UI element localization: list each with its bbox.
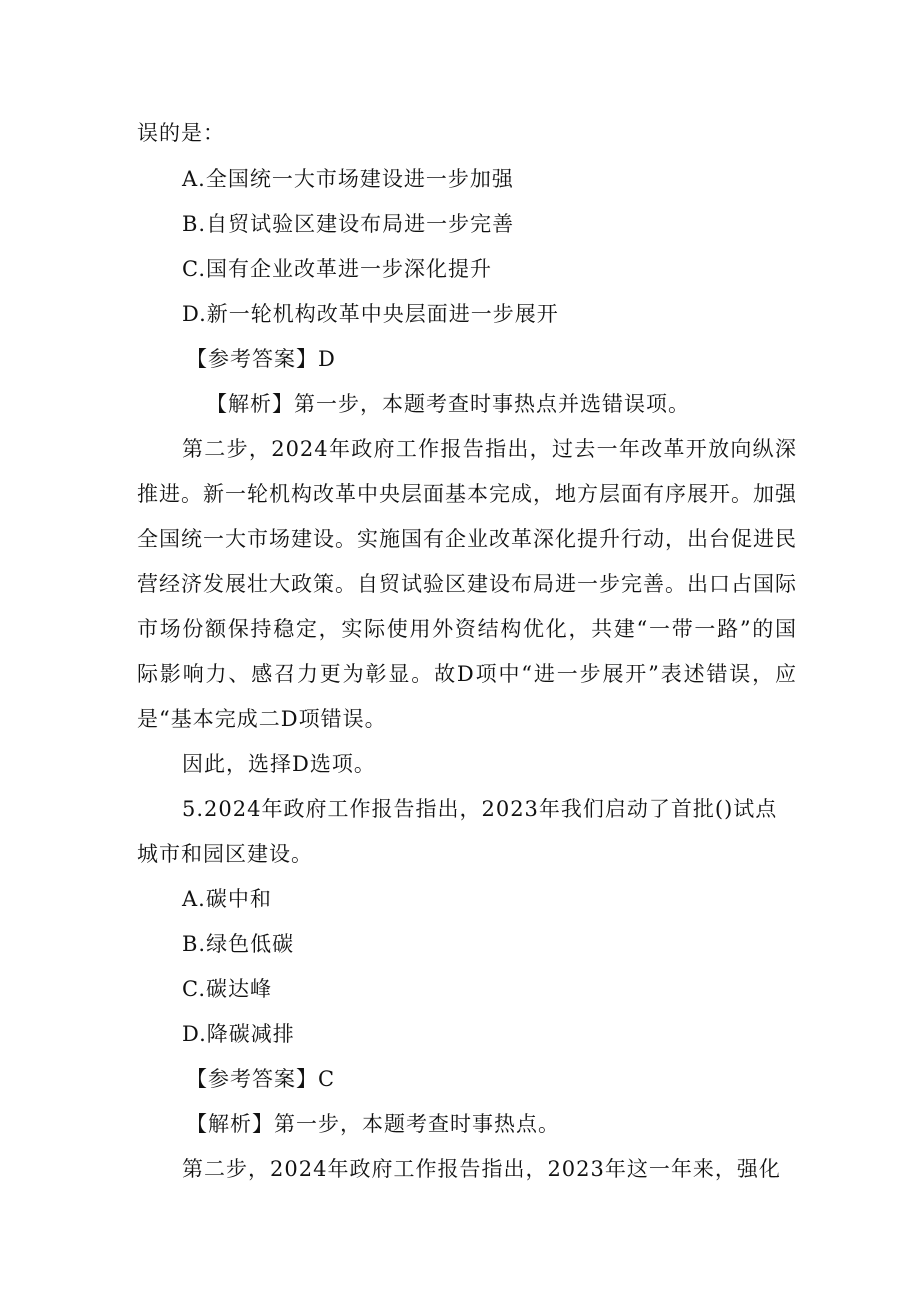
- q5-analysis-step2: 第二步，2024年政府工作报告指出，2023年这一年来，强化: [182, 1157, 781, 1181]
- q4-option-c: C.国有企业改革进一步深化提升: [182, 257, 492, 281]
- q4-option-a: A.全国统一大市场建设进一步加强: [182, 167, 514, 191]
- q5-option-c: C.碳达峰: [182, 977, 272, 1001]
- q4-answer: 【参考答案】D: [186, 347, 336, 371]
- q5-stem-line1: 5.2024年政府工作报告指出，2023年我们启动了首批()试点: [182, 797, 778, 821]
- q5-option-d: D.降碳减排: [182, 1022, 295, 1046]
- q5-option-a: A.碳中和: [182, 887, 272, 911]
- q5-option-b: B.绿色低碳: [182, 932, 295, 956]
- q4-option-d: D.新一轮机构改革中央层面进一步展开: [182, 302, 559, 326]
- q4-conclusion: 因此，选择D选项。: [182, 752, 376, 776]
- q5-answer: 【参考答案】C: [186, 1067, 336, 1091]
- q5-analysis-step1: 【解析】第一步，本题考查时事热点。: [186, 1112, 560, 1136]
- q4-stem-tail: 误的是：: [137, 121, 225, 145]
- q4-option-b: B.自贸试验区建设布局进一步完善: [182, 212, 515, 236]
- q4-analysis-step1: 【解析】第一步，本题考查时事热点并选错误项。: [206, 392, 690, 416]
- q5-stem-line2: 城市和园区建设。: [137, 842, 313, 866]
- q4-analysis-step2: 第二步，2024年政府工作报告指出，过去一年改革开放向纵深推进。新一轮机构改革中央层面基本完成，地方层面有序展开。加强全国统一大市场建设。实施国有企业改革深化提升行动，出台促进民营经济发展壮大政策。自贸试验区建设布局进一步完善。出口占国际市场份额保持稳定，实际使用外资结构优化，共建“一带一路”的国际影响力、感召力更为彰显。故D项中“进一步展开”表述错误，应是“基本完成二D项错误。: [137, 437, 797, 731]
